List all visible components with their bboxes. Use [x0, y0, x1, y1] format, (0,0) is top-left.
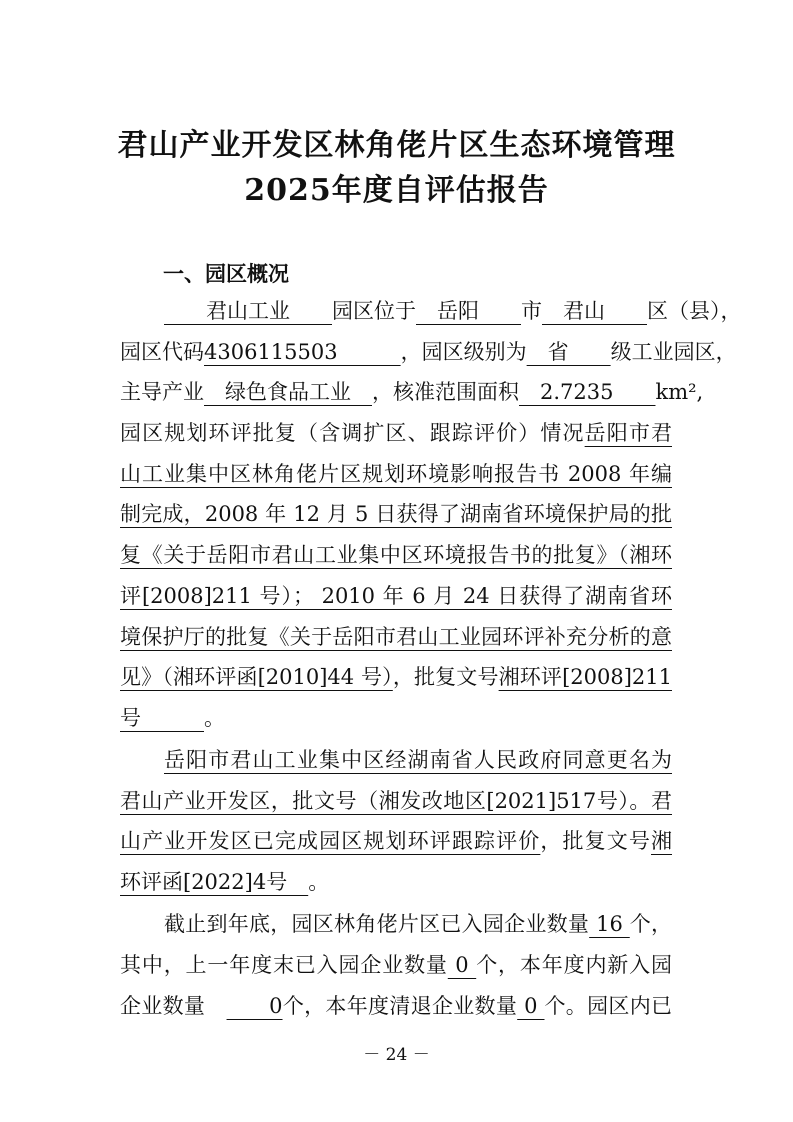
text-segment: 级工业园区， [610, 339, 737, 364]
text-segment: 市 [521, 299, 542, 323]
text-segment: 个，本年度清退企业数量 [282, 993, 518, 1018]
filled-blank: 复《关于岳阳市君山工业集中区环境报告书的批复》（湘环 [120, 543, 672, 568]
text-line [120, 740, 672, 781]
text-line [120, 781, 672, 822]
text-segment: 个。园区内已 [544, 993, 673, 1018]
filled-blank: 君山产业开发区，批文号（湘发改地区[2021]517号）。君 [120, 788, 672, 813]
text-line [120, 332, 737, 373]
filled-blank: 号 [120, 705, 204, 730]
text-line [120, 821, 672, 862]
text-line [120, 657, 672, 698]
text-segment: 个， [629, 912, 673, 937]
filled-blank: 0 [517, 993, 545, 1018]
filled-blank: 2.7235 [519, 380, 656, 405]
text-segment: 园区规划环评批复（含调扩区、跟踪评价）情况 [120, 421, 585, 446]
text-line [120, 945, 672, 986]
text-segment: ，批复文号 [392, 665, 499, 690]
text-line [120, 862, 672, 903]
text-segment: 区（县）， [647, 299, 742, 323]
text-line [120, 617, 672, 658]
text-line [120, 698, 672, 739]
text-line [120, 904, 672, 945]
paragraph [120, 291, 742, 739]
filled-blank: 16 [589, 912, 630, 937]
text-line [120, 986, 672, 1027]
text-segment: 园区代码 [120, 339, 204, 364]
filled-blank: 湘环评[2008]211 [498, 665, 672, 690]
filled-blank: 评[2008]211 号）； 2010 年 6 月 24 日获得了湖南省环 [120, 583, 672, 608]
filled-blank: 岳阳 [416, 299, 521, 323]
filled-blank: 岳阳市君山工业集中区经湖南省人民政府同意更名为 [164, 748, 672, 773]
document-title-line-1: 君山产业开发区林角佬片区生态环境管理 [117, 128, 676, 163]
text-line [120, 535, 672, 576]
filled-blank: 湘 [651, 829, 672, 854]
filled-blank: 环评函[2022]4号 [120, 870, 309, 895]
filled-blank: 绿色食品工业 [204, 380, 372, 405]
page-number: － 24 － [363, 1045, 430, 1065]
filled-blank: 君山 [542, 299, 647, 323]
text-line [120, 494, 672, 535]
text-segment: 企业数量 [120, 993, 227, 1018]
text-line [120, 291, 742, 332]
paragraph [120, 740, 672, 903]
filled-blank: 山产业开发区已完成园区规划环评跟踪评价 [120, 829, 541, 854]
filled-blank: 境保护厅的批复《关于岳阳市君山工业园环评补充分析的意 [120, 624, 672, 649]
paragraph [120, 904, 672, 1026]
text-segment: 。 [204, 705, 225, 730]
text-segment: 。 [308, 870, 330, 895]
text-segment: 截止到年底，园区林角佬片区已入园企业数量 [164, 912, 590, 937]
filled-blank: 见》（湘环评函[2010]44 号） [120, 665, 393, 690]
text-line [120, 576, 672, 617]
document-title-line-2: 2025年度自评估报告 [244, 173, 549, 208]
text-line [120, 372, 704, 413]
text-segment: 园区位于 [332, 299, 416, 323]
text-segment: ，园区级别为 [400, 339, 527, 364]
text-segment: 个，本年度内新入园 [476, 953, 673, 977]
filled-blank: 岳阳市君 [584, 421, 672, 446]
filled-blank: 制完成，2008 年 12 月 5 日获得了湖南省环境保护局的批 [120, 502, 672, 527]
filled-blank: 山工业集中区林角佬片区规划环境影响报告书 2008 年编 [120, 461, 672, 486]
text-segment: 主导产业 [120, 380, 204, 405]
filled-blank: 0 [226, 993, 283, 1018]
text-segment: ，批复文号 [540, 829, 651, 854]
section-heading: 一、园区概况 [163, 262, 289, 286]
text-segment: ，核准范围面积 [372, 380, 519, 405]
document-body [120, 291, 742, 1026]
filled-blank: 4306115503 [204, 339, 401, 364]
filled-blank: 君山工业 [164, 299, 332, 323]
text-segment: km², [655, 380, 704, 405]
text-line [120, 413, 672, 454]
filled-blank: 0 [447, 953, 477, 977]
text-line [120, 454, 672, 495]
text-segment: 其中，上一年度末已入园企业数量 [120, 953, 448, 977]
filled-blank: 省 [526, 339, 611, 364]
